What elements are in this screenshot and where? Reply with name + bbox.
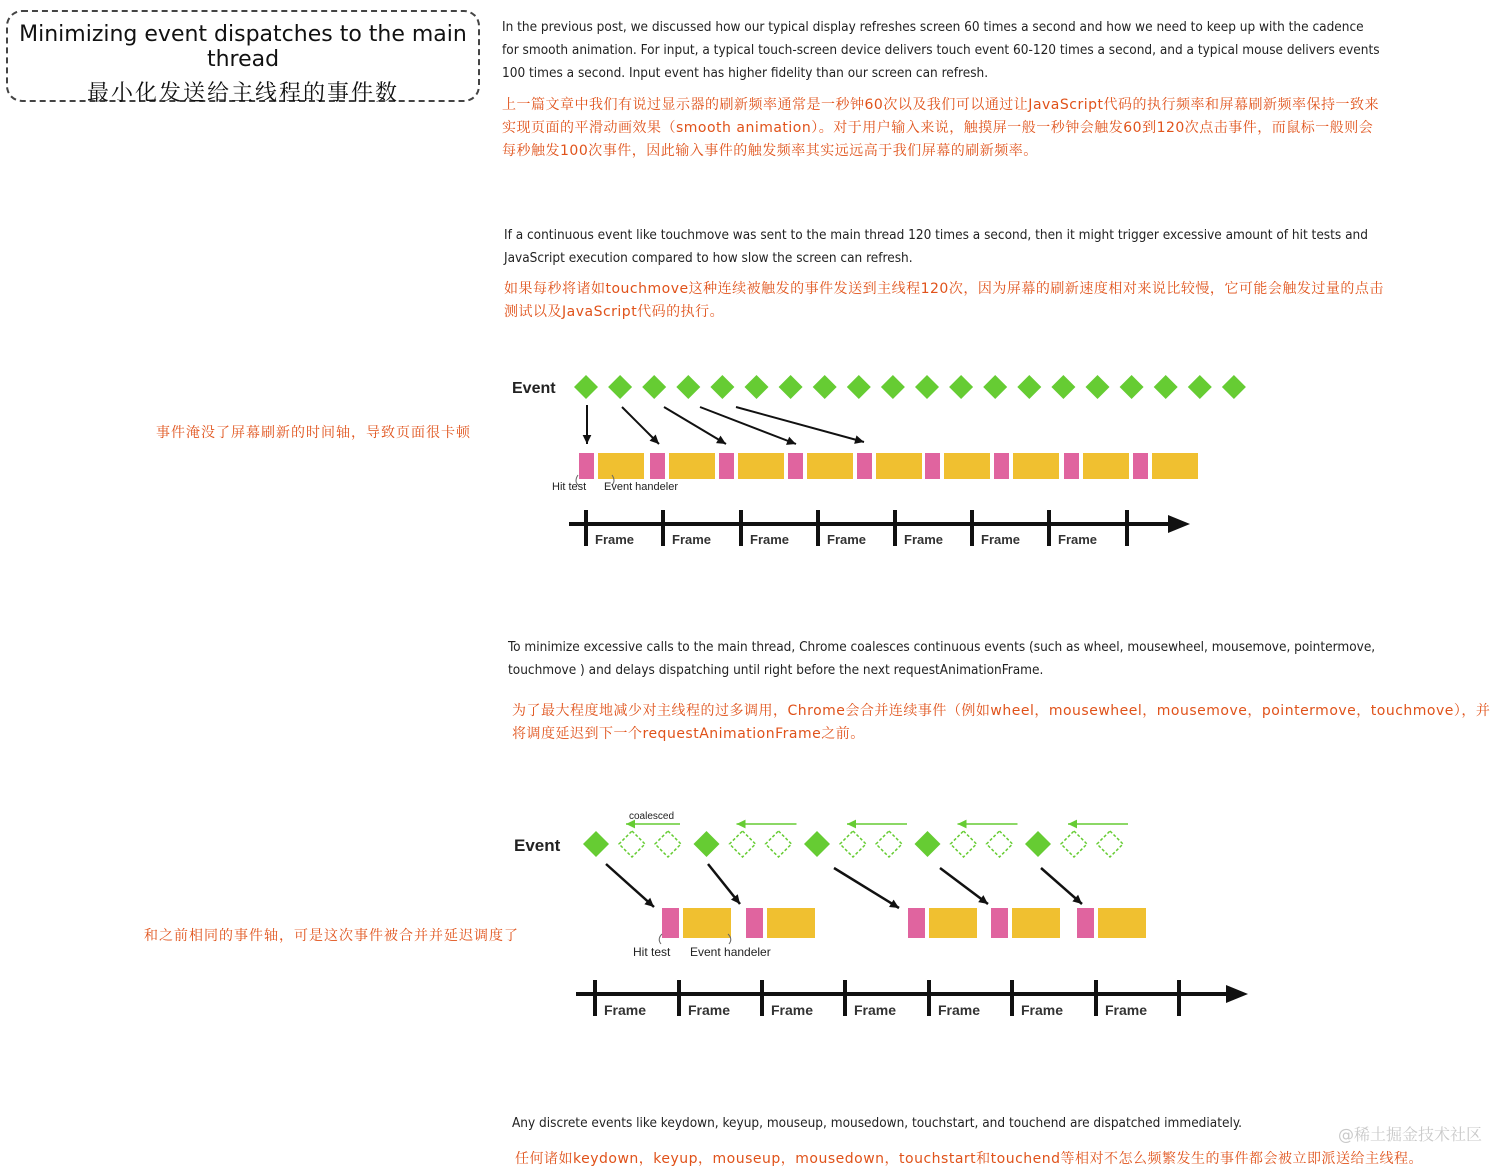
title-chinese: 最小化发送给主线程的事件数 bbox=[86, 81, 399, 106]
coalesce-arrow bbox=[847, 820, 907, 829]
event-diamonds bbox=[574, 375, 1246, 399]
hit-test-block bbox=[650, 453, 665, 479]
frame-label: Frame bbox=[938, 1002, 981, 1018]
event-diamond bbox=[574, 375, 598, 399]
frame-label: Frame bbox=[688, 1002, 731, 1018]
event-handler-block bbox=[669, 453, 715, 479]
coalesced-event-diamond bbox=[951, 831, 977, 857]
coalesced-event-diamond bbox=[1061, 831, 1087, 857]
paragraph-2-chinese: 如果每秒将诸如touchmove这种连续被触发的事件发送到主线程120次，因为屏幕的刷新速度相对来说比较慢，它可能会触发过量的点击测试以及JavaScript代码的执行。 bbox=[504, 281, 1384, 320]
event-diamond bbox=[694, 831, 720, 857]
dispatch-arrow bbox=[583, 405, 592, 444]
timeline-arrowhead bbox=[1226, 985, 1248, 1003]
coalesced-event-diamond bbox=[766, 831, 792, 857]
frame-label: Frame bbox=[1105, 1002, 1148, 1018]
coalesced-event-diamond bbox=[876, 831, 902, 857]
hit-test-label-2: Hit test bbox=[633, 945, 671, 959]
event-diamond bbox=[779, 375, 803, 399]
hit-test-block bbox=[1064, 453, 1079, 479]
dispatch-arrow bbox=[622, 407, 659, 444]
hit-test-block bbox=[1133, 453, 1148, 479]
event-diamond bbox=[676, 375, 700, 399]
paragraph-2-english: If a continuous event like touchmove was sent to the main thread 120 times a second, then it might trigger excessive amount of hit tests and JavaScript execution compared to how slow the screen can refresh. bbox=[504, 227, 1368, 266]
coalesced-event-diamond bbox=[619, 831, 645, 857]
event-diamond bbox=[1086, 375, 1110, 399]
paragraph-4-chinese: 任何诸如keydown，keyup，mouseup，mousedown，touchstart和touchend等相对不怎么频繁发生的事件都会被立即派送给主线程。 bbox=[515, 1151, 1424, 1167]
hit-test-block bbox=[788, 453, 803, 479]
event-diamond bbox=[1120, 375, 1144, 399]
event-handler-block bbox=[929, 908, 977, 938]
hit-test-block bbox=[925, 453, 940, 479]
dispatch-arrow bbox=[606, 864, 654, 907]
event-diamond bbox=[608, 375, 632, 399]
frame-timeline bbox=[569, 510, 1190, 547]
event-handler-block bbox=[683, 908, 731, 938]
coalesced-event-diamond bbox=[987, 831, 1013, 857]
event-handler-block bbox=[807, 453, 853, 479]
frame-label: Frame bbox=[981, 532, 1021, 547]
event-diamond bbox=[1017, 375, 1041, 399]
hit-test-block bbox=[908, 908, 925, 938]
event-handler-label-2: Event handeler bbox=[690, 945, 771, 959]
dispatch-arrow bbox=[940, 868, 988, 904]
dispatch-arrows-2 bbox=[606, 864, 1082, 908]
hit-test-label: Hit test bbox=[552, 481, 587, 493]
dispatch-arrow bbox=[1041, 868, 1082, 904]
event-diamond bbox=[949, 375, 973, 399]
frame-label: Frame bbox=[854, 1002, 897, 1018]
event-label-2: Event bbox=[514, 836, 561, 855]
paragraph-4-english: Any discrete events like keydown, keyup, mouseup, mousedown, touchstart, and touchend are dispatched immediately. bbox=[512, 1115, 1242, 1131]
event-diamond bbox=[813, 375, 837, 399]
dispatch-arrow bbox=[736, 407, 864, 444]
event-diamond bbox=[1188, 375, 1212, 399]
event-diamond bbox=[642, 375, 666, 399]
event-handler-block bbox=[876, 453, 922, 479]
event-diamond bbox=[710, 375, 734, 399]
event-handler-block bbox=[1098, 908, 1146, 938]
event-handler-block bbox=[1012, 908, 1060, 938]
diagram-event-flooding bbox=[0, 360, 1512, 560]
diagram-1-note: 事件淹没了屏幕刷新的时间轴，导致页面很卡顿 bbox=[156, 425, 471, 441]
event-diamond bbox=[983, 375, 1007, 399]
frame-label: Frame bbox=[827, 532, 867, 547]
paragraph-1-chinese: 上一篇文章中我们有说过显示器的刷新频率通常是一秒钟60次以及我们可以通过让JavaScript代码的执行频率和屏幕刷新频率保持一致来实现页面的平滑动画效果（smooth animation）。对于用户输入来说，触摸屏一般一秒钟会触发60到120次点击事件，而鼠标一般则会每秒触发100次事件，因此输入事件的触发频率其实远远高于我们屏幕的刷新频率。 bbox=[502, 97, 1379, 159]
event-diamonds-coalesced bbox=[583, 820, 1128, 857]
hit-test-block bbox=[579, 453, 594, 479]
event-diamond bbox=[847, 375, 871, 399]
hit-test-block bbox=[857, 453, 872, 479]
event-label: Event bbox=[512, 380, 556, 397]
event-diamond bbox=[1051, 375, 1075, 399]
frame-label: Frame bbox=[750, 532, 790, 547]
hit-test-block bbox=[991, 908, 1008, 938]
frame-label: Frame bbox=[771, 1002, 814, 1018]
dispatch-arrows bbox=[583, 405, 864, 445]
hit-test-block bbox=[1077, 908, 1094, 938]
hit-test-block bbox=[994, 453, 1009, 479]
timeline-arrowhead bbox=[1168, 515, 1190, 533]
hit-test-block bbox=[719, 453, 734, 479]
coalesced-event-diamond bbox=[840, 831, 866, 857]
frame-timeline-2 bbox=[576, 980, 1248, 1018]
event-diamond bbox=[1222, 375, 1246, 399]
hit-test-block bbox=[662, 908, 679, 938]
event-handler-block bbox=[738, 453, 784, 479]
task-blocks-2 bbox=[659, 908, 1146, 944]
coalesce-arrow bbox=[958, 820, 1018, 829]
frame-label: Frame bbox=[1021, 1002, 1064, 1018]
event-diamond bbox=[915, 375, 939, 399]
title-english: Minimizing event dispatches to the main thread bbox=[19, 22, 467, 72]
event-handler-block bbox=[1083, 453, 1129, 479]
hit-test-pointer bbox=[659, 934, 662, 944]
frame-label: Frame bbox=[604, 1002, 647, 1018]
diagram-event-coalescing bbox=[0, 800, 1512, 1040]
frame-label: Frame bbox=[595, 532, 635, 547]
hit-test-block bbox=[746, 908, 763, 938]
dispatch-arrow bbox=[700, 407, 796, 445]
event-handler-block bbox=[767, 908, 815, 938]
frame-label: Frame bbox=[1058, 532, 1098, 547]
event-diamond bbox=[915, 831, 941, 857]
coalesced-event-diamond bbox=[730, 831, 756, 857]
paragraph-3-chinese: 为了最大程度地减少对主线程的过多调用，Chrome会合并连续事件（例如wheel，mousewheel，mousemove，pointermove，touchmove），并将调度延迟到下一个requestAnimationFrame之前。 bbox=[512, 703, 1491, 742]
event-diamond bbox=[745, 375, 769, 399]
event-handler-block bbox=[1152, 453, 1198, 479]
event-diamond bbox=[804, 831, 830, 857]
event-handler-block bbox=[1013, 453, 1059, 479]
paragraph-3-english: To minimize excessive calls to the main thread, Chrome coalesces continuous events (such as wheel, mousewheel, mousemove, pointermove, touchmove ) and delays dispatching until right before the next requestAnimationFrame. bbox=[508, 639, 1376, 678]
frame-label: Frame bbox=[672, 532, 712, 547]
event-diamond bbox=[1025, 831, 1051, 857]
title-box bbox=[6, 10, 480, 106]
frame-label: Frame bbox=[904, 532, 944, 547]
dispatch-arrow bbox=[834, 868, 899, 908]
coalesced-event-diamond bbox=[1097, 831, 1123, 857]
diagram-2-note: 和之前相同的事件轴，可是这次事件被合并并延迟调度了 bbox=[144, 928, 519, 944]
event-diamond bbox=[881, 375, 905, 399]
watermark: @稀土掘金技术社区 bbox=[1337, 1125, 1482, 1144]
event-handler-block bbox=[598, 453, 644, 479]
event-diamond bbox=[1154, 375, 1178, 399]
event-handler-block bbox=[944, 453, 990, 479]
coalesce-arrow bbox=[1068, 820, 1128, 829]
coalesced-event-diamond bbox=[655, 831, 681, 857]
coalesced-label: coalesced bbox=[629, 811, 675, 822]
paragraph-1-english: In the previous post, we discussed how our typical display refreshes screen 60 times a second and how we need to keep up with the cadence for smooth animation. For input, a typical touch-screen device delivers touch event 60-120 times a second, and a typical mouse delivers events 100 times a second. Input event has higher fidelity than our screen can refresh. bbox=[502, 19, 1380, 81]
event-handler-label: Event handeler bbox=[604, 481, 678, 493]
dispatch-arrow bbox=[708, 864, 740, 904]
event-diamond bbox=[583, 831, 609, 857]
coalesce-arrow bbox=[737, 820, 797, 829]
